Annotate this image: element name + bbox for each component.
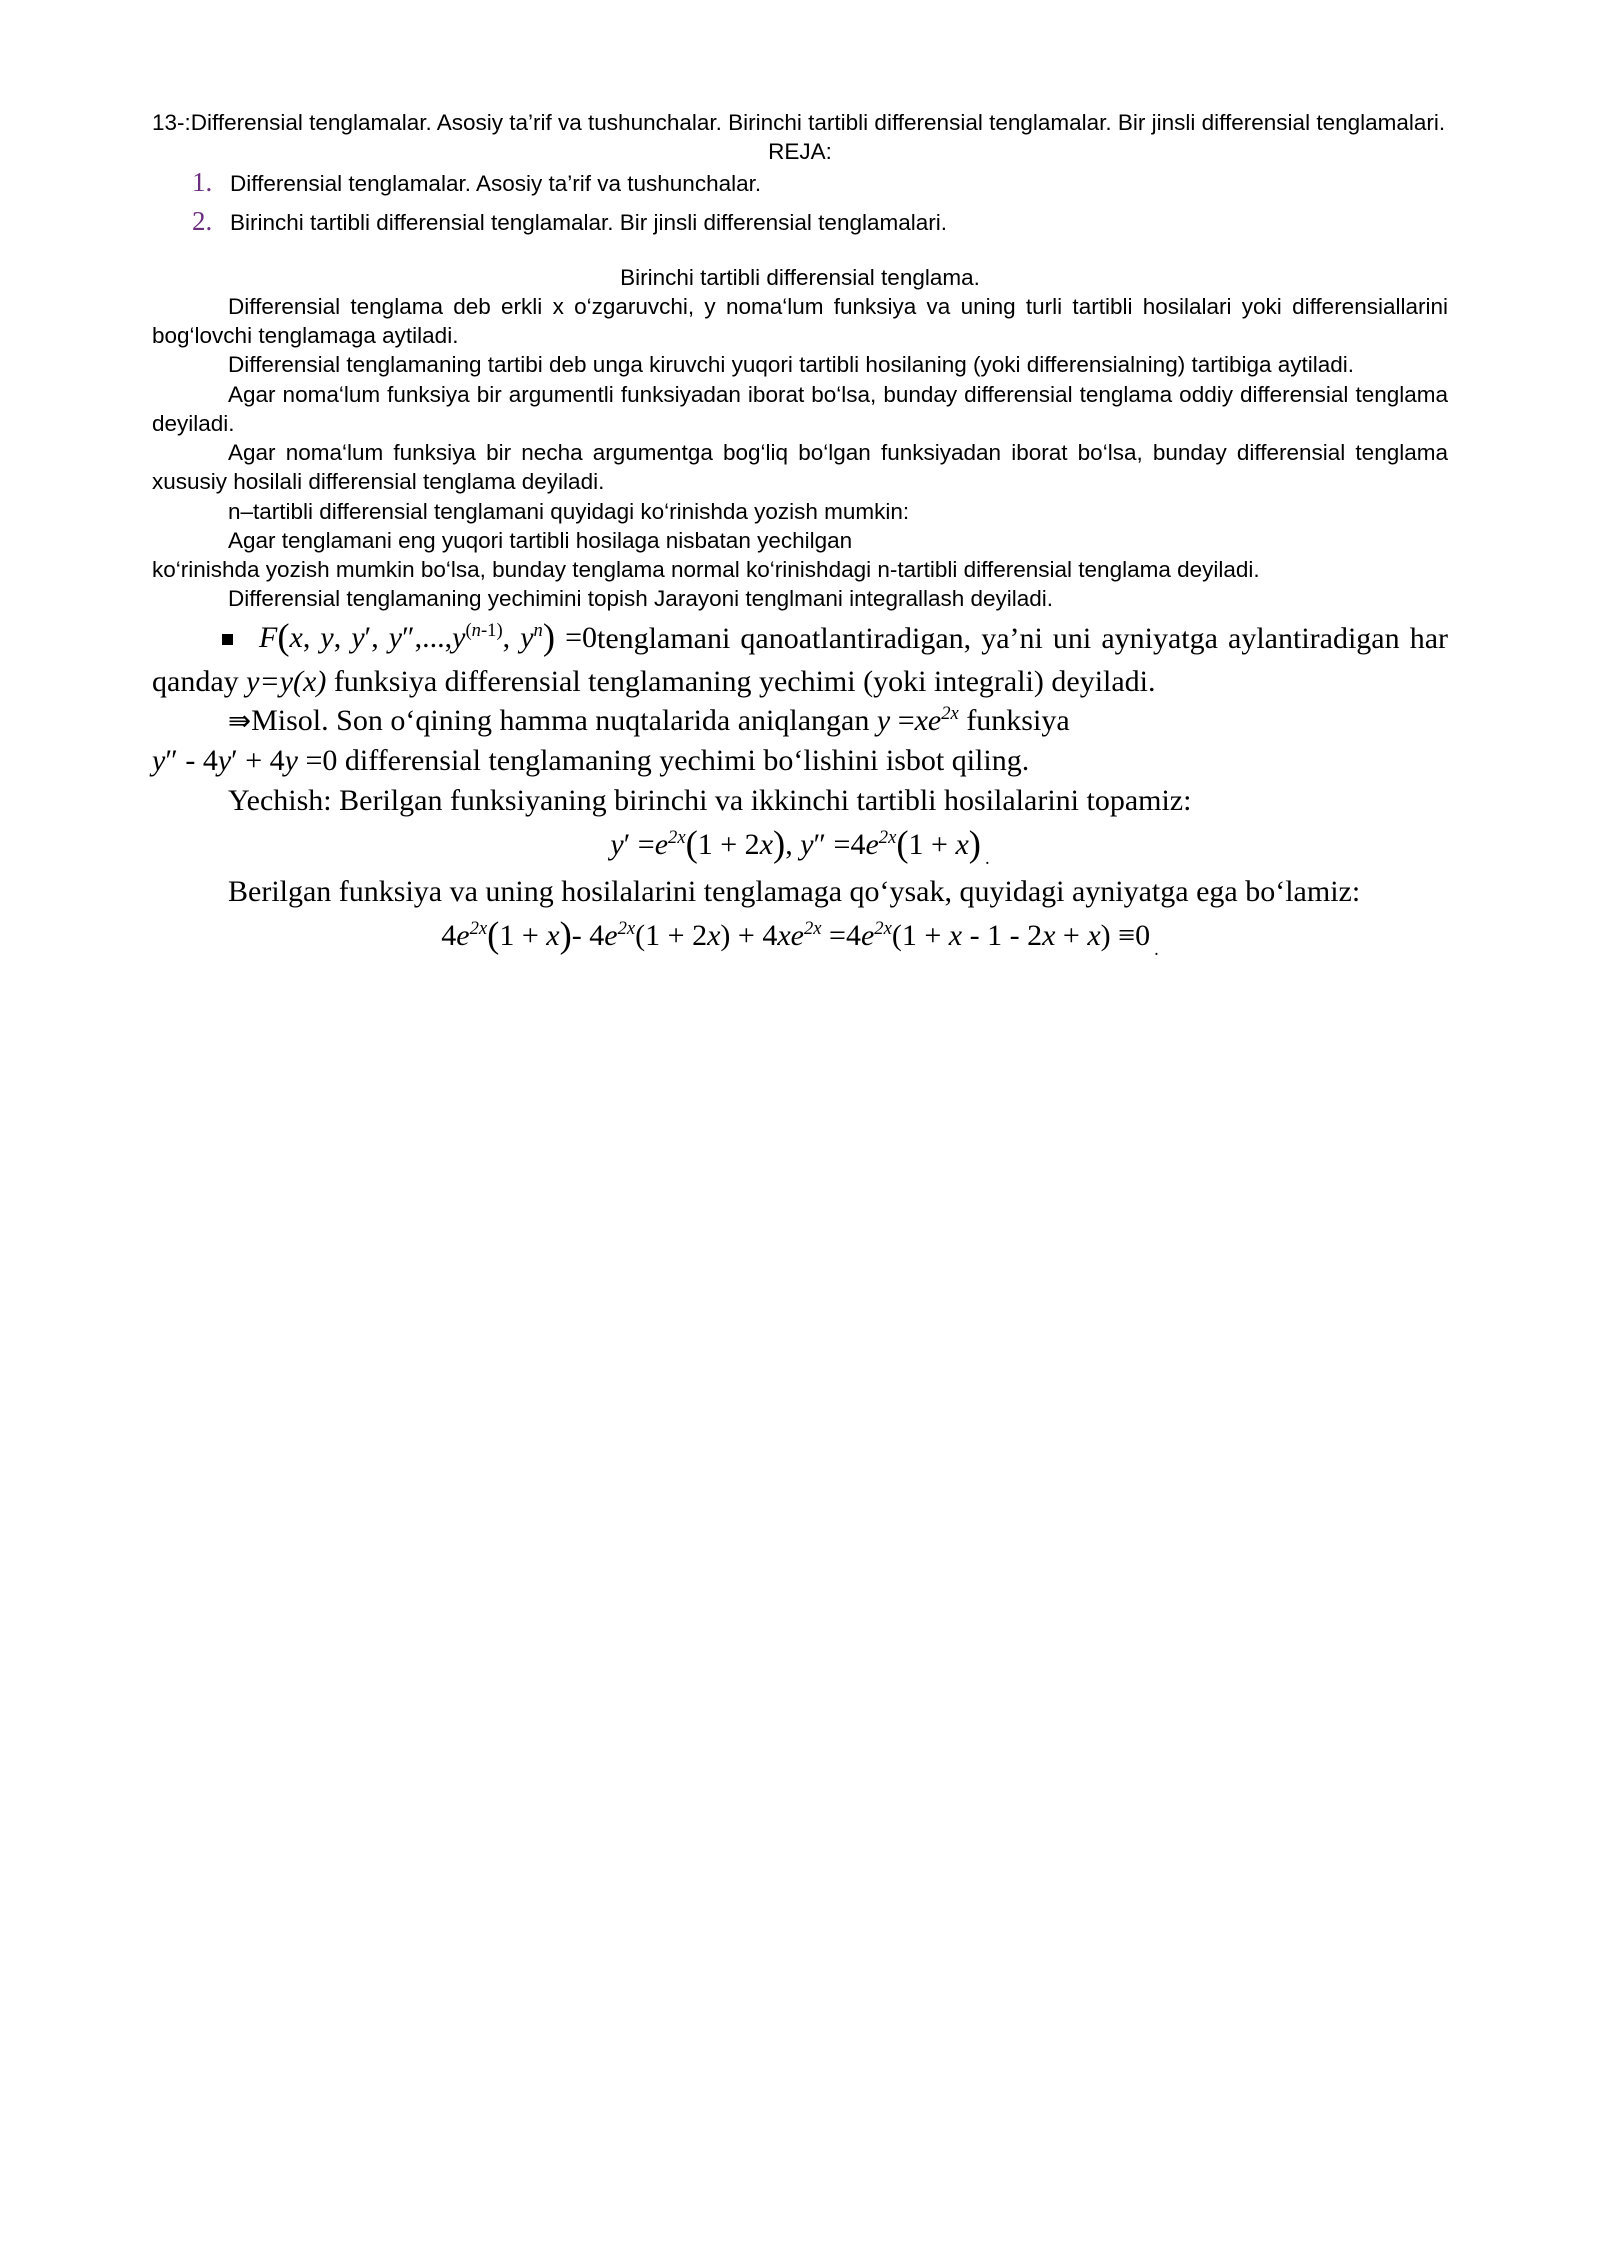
paragraph-n-order-form: n–tartibli differensial tenglamani quyidagi ko‘rinishda yozish mumkin: (228, 498, 910, 524)
formula-example-ode: y″ - 4y′ + 4y =0 (152, 743, 338, 777)
formula-derivatives: $y' =e^{2x}(1 + 2x)$, $y'' =4e^{2x}(1 + x)$ (610, 823, 981, 865)
list-item-number: 2. (192, 205, 213, 236)
list-item-label: Differensial tenglamalar. Asosiy ta’rif va tushunchalar. (230, 170, 762, 196)
example-after-func: funksiya (958, 704, 1070, 738)
serif-section (152, 614, 1448, 963)
formula-identity: $4e^{2x}(1 + x)-$ $4e^{2x}(1 + 2x) + 4xe^{2x} =4e^{2x}(1 + x - 1 - 2x + x) \equiv 0$ (441, 914, 1151, 956)
reja-heading: REJA: (768, 139, 832, 165)
paragraph-solution-step1: Yechish: Berilgan funksiyaning birinchi va ikkinchi tartibli hosilalarini topamiz: (228, 783, 1192, 817)
square-bullet-icon (222, 634, 233, 645)
inline-function-yx: y=y(x) (246, 664, 327, 698)
section-heading: Birinchi tartibli differensial tenglama. (620, 264, 980, 290)
list-item (192, 206, 1448, 237)
bullet-text-after: funksiya differensial tenglamaning yechimi (yoki integrali) deyiladi. (326, 664, 1156, 698)
paragraph-example (152, 701, 1448, 741)
double-arrow-icon: ⇛ (228, 704, 252, 738)
formula-general-de: F(x, y, y′, $y'',...,y^{(n-1)}$, $y^n) =0$ (259, 616, 598, 658)
equation-identity (152, 911, 1448, 963)
equation-trailing-period: . (1154, 939, 1159, 961)
equation-trailing-period: . (984, 848, 990, 870)
paragraph-definition: Differensial tenglama deb erkli x o‘zgaruvchi, y noma‘lum funksiya va uning turli tartibli hosilalari yoki differensiallarini bog‘lovchi tenglamaga aytiladi. (152, 293, 1448, 348)
bullet-text-before: tenglamani qanoatlantiradigan, ya’ni uni ayniyatga aylantiradigan har qanday (152, 621, 1449, 698)
example-after-eq: differensial tenglamaning yechimi bo‘lishini isbot qiling. (337, 743, 1030, 777)
reja-list (152, 167, 1448, 237)
paragraph-solution-step2: Berilgan funksiya va uning hosilalarini tenglamaga qo‘ysak, quyidagi ayniyatga ega bo‘lamiz: (228, 874, 1361, 908)
paragraph-ordinary-de: Agar noma‘lum funksiya bir argumentli funksiyadan iborat bo‘lsa, bunday differensial tenglama oddiy differensial tenglama deyiladi. (152, 381, 1448, 436)
formula-example-function: $y =xe^{2x}$ (876, 703, 959, 738)
document-title: 13-:Differensial tenglamalar. Asosiy ta’rif va tushunchalar. Birinchi tartibli differensial tenglamalar. Bir jinsli differensial tenglamalari. (152, 110, 1446, 135)
paragraph-normal-form: ko‘rinishda yozish mumkin bo‘lsa, bunday tenglama normal ko‘rinishdagi n-tartibli differensial tenglama deyiladi. (152, 557, 1260, 582)
paragraph-solution-definition (152, 614, 1448, 702)
paragraph-order: Differensial tenglamaning tartibi deb unga kiruvchi yuqori tartibli hosilaning (yoki differensialning) tartibiga aytiladi. (228, 352, 1355, 378)
list-item-label: Birinchi tartibli differensial tenglamalar. Bir jinsli differensial tenglamalari. (230, 209, 948, 235)
list-item (192, 167, 1448, 198)
paragraph-integration: Differensial tenglamaning yechimini topish Jarayoni tenglmani integrallash deyiladi. (228, 586, 1054, 612)
paragraph-normal-form-lead: Agar tenglamani eng yuqori tartibli hosilaga nisbatan yechilgan (228, 527, 853, 553)
list-item-number: 1. (192, 166, 213, 197)
equation-derivatives (152, 820, 1448, 872)
document-body (152, 108, 1448, 963)
paragraph-partial-de: Agar noma‘lum funksiya bir necha argumentga bog‘liq bo‘lgan funksiyadan iborat bo‘lsa, bunday differensial tenglama xususiy hosilali differensial tenglama deyiladi. (152, 440, 1448, 495)
example-lead: Misol. Son o‘qining hamma nuqtalarida aniqlangan (251, 704, 877, 738)
paragraph-example-equation (152, 741, 1448, 781)
